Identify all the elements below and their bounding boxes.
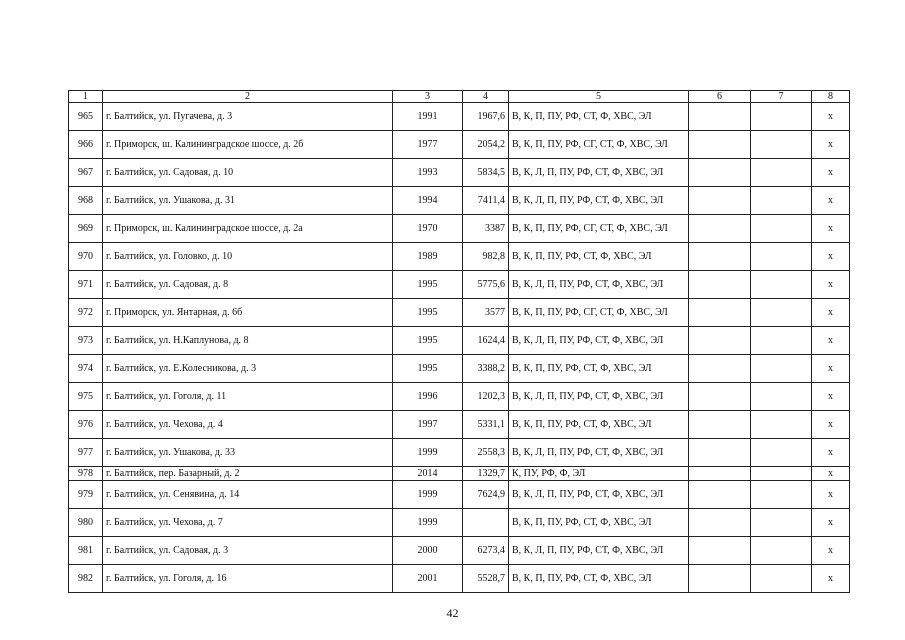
column-8-cell: х	[812, 565, 850, 593]
area-cell: 5331,1	[463, 411, 509, 439]
column-header: 3	[393, 91, 463, 103]
column-8-cell: х	[812, 187, 850, 215]
row-number-cell: 966	[69, 131, 103, 159]
column-8-cell: х	[812, 439, 850, 467]
table-row	[69, 481, 850, 509]
table-row	[69, 383, 850, 411]
row-number-cell: 965	[69, 103, 103, 131]
elements-cell: В, К, П, ПУ, РФ, СТ, Ф, ХВС, ЭЛ	[509, 243, 689, 271]
column-7-cell	[751, 509, 812, 537]
year-cell: 1999	[393, 439, 463, 467]
column-header: 4	[463, 91, 509, 103]
column-6-cell	[689, 411, 751, 439]
column-header: 8	[812, 91, 850, 103]
column-7-cell	[751, 271, 812, 299]
address-cell: г. Балтийск, ул. Н.Каплунова, д. 8	[103, 327, 393, 355]
row-number-cell: 981	[69, 537, 103, 565]
column-7-cell	[751, 481, 812, 509]
address-cell: г. Приморск, ш. Калининградское шоссе, д. 2а	[103, 215, 393, 243]
column-6-cell	[689, 103, 751, 131]
table-row	[69, 271, 850, 299]
area-cell: 7624,9	[463, 481, 509, 509]
column-8-cell: х	[812, 355, 850, 383]
column-7-cell	[751, 439, 812, 467]
column-8-cell: х	[812, 243, 850, 271]
column-6-cell	[689, 131, 751, 159]
year-cell: 1991	[393, 103, 463, 131]
column-6-cell	[689, 537, 751, 565]
table-row	[69, 131, 850, 159]
elements-cell: В, К, Л, П, ПУ, РФ, СТ, Ф, ХВС, ЭЛ	[509, 481, 689, 509]
address-cell: г. Балтийск, ул. Головко, д. 10	[103, 243, 393, 271]
area-cell: 3387	[463, 215, 509, 243]
elements-cell: В, К, П, ПУ, РФ, СТ, Ф, ХВС, ЭЛ	[509, 565, 689, 593]
year-cell: 1997	[393, 411, 463, 439]
column-6-cell	[689, 439, 751, 467]
column-7-cell	[751, 383, 812, 411]
column-7-cell	[751, 411, 812, 439]
column-6-cell	[689, 565, 751, 593]
column-8-cell: х	[812, 131, 850, 159]
column-7-cell	[751, 131, 812, 159]
elements-cell: В, К, П, ПУ, РФ, СТ, Ф, ХВС, ЭЛ	[509, 411, 689, 439]
row-number-cell: 972	[69, 299, 103, 327]
area-cell: 7411,4	[463, 187, 509, 215]
header-row	[69, 91, 850, 103]
column-6-cell	[689, 243, 751, 271]
row-number-cell: 980	[69, 509, 103, 537]
table-row	[69, 411, 850, 439]
area-cell: 1624,4	[463, 327, 509, 355]
area-cell: 2054,2	[463, 131, 509, 159]
row-number-cell: 970	[69, 243, 103, 271]
column-6-cell	[689, 327, 751, 355]
column-8-cell: х	[812, 215, 850, 243]
column-6-cell	[689, 481, 751, 509]
year-cell: 2000	[393, 537, 463, 565]
column-7-cell	[751, 537, 812, 565]
table-row	[69, 187, 850, 215]
address-cell: г. Балтийск, ул. Гоголя, д. 16	[103, 565, 393, 593]
year-cell: 1995	[393, 299, 463, 327]
table-body	[69, 103, 850, 593]
column-8-cell: х	[812, 327, 850, 355]
address-cell: г. Балтийск, ул. Сенявина, д. 14	[103, 481, 393, 509]
area-cell: 982,8	[463, 243, 509, 271]
year-cell: 1995	[393, 327, 463, 355]
column-header: 2	[103, 91, 393, 103]
column-7-cell	[751, 467, 812, 481]
column-7-cell	[751, 187, 812, 215]
table-row	[69, 509, 850, 537]
column-7-cell	[751, 159, 812, 187]
year-cell: 1999	[393, 481, 463, 509]
table-row	[69, 243, 850, 271]
column-8-cell: х	[812, 467, 850, 481]
year-cell: 1995	[393, 355, 463, 383]
area-cell: 1967,6	[463, 103, 509, 131]
row-number-cell: 968	[69, 187, 103, 215]
column-7-cell	[751, 215, 812, 243]
row-number-cell: 975	[69, 383, 103, 411]
column-7-cell	[751, 355, 812, 383]
elements-cell: В, К, П, ПУ, РФ, СТ, Ф, ХВС, ЭЛ	[509, 355, 689, 383]
elements-cell: В, К, П, ПУ, РФ, СГ, СТ, Ф, ХВС, ЭЛ	[509, 215, 689, 243]
address-cell: г. Балтийск, ул. Гоголя, д. 11	[103, 383, 393, 411]
elements-cell: В, К, П, ПУ, РФ, СТ, Ф, ХВС, ЭЛ	[509, 103, 689, 131]
elements-cell: В, К, Л, П, ПУ, РФ, СТ, Ф, ХВС, ЭЛ	[509, 383, 689, 411]
column-8-cell: х	[812, 383, 850, 411]
column-7-cell	[751, 243, 812, 271]
elements-cell: В, К, Л, П, ПУ, РФ, СТ, Ф, ХВС, ЭЛ	[509, 327, 689, 355]
table-row	[69, 467, 850, 481]
column-6-cell	[689, 215, 751, 243]
page-number: 42	[446, 606, 459, 620]
address-cell: г. Балтийск, ул. Ушакова, д. 33	[103, 439, 393, 467]
column-7-cell	[751, 103, 812, 131]
row-number-cell: 973	[69, 327, 103, 355]
column-6-cell	[689, 159, 751, 187]
area-cell: 1329,7	[463, 467, 509, 481]
address-cell: г. Балтийск, ул. Ушакова, д. 31	[103, 187, 393, 215]
row-number-cell: 978	[69, 467, 103, 481]
year-cell: 1995	[393, 271, 463, 299]
area-cell: 3577	[463, 299, 509, 327]
table-row	[69, 215, 850, 243]
column-header: 5	[509, 91, 689, 103]
housing-registry-table	[68, 90, 850, 593]
year-cell: 2001	[393, 565, 463, 593]
elements-cell: В, К, П, ПУ, РФ, СТ, Ф, ХВС, ЭЛ	[509, 509, 689, 537]
column-8-cell: х	[812, 103, 850, 131]
year-cell: 2014	[393, 467, 463, 481]
row-number-cell: 969	[69, 215, 103, 243]
column-6-cell	[689, 355, 751, 383]
row-number-cell: 977	[69, 439, 103, 467]
column-6-cell	[689, 187, 751, 215]
column-header: 6	[689, 91, 751, 103]
table-row	[69, 327, 850, 355]
column-7-cell	[751, 327, 812, 355]
year-cell: 1999	[393, 509, 463, 537]
column-6-cell	[689, 383, 751, 411]
column-8-cell: х	[812, 481, 850, 509]
address-cell: г. Приморск, ул. Янтарная, д. 6б	[103, 299, 393, 327]
column-8-cell: х	[812, 159, 850, 187]
table-row	[69, 299, 850, 327]
address-cell: г. Балтийск, ул. Садовая, д. 3	[103, 537, 393, 565]
column-header: 1	[69, 91, 103, 103]
column-7-cell	[751, 565, 812, 593]
row-number-cell: 967	[69, 159, 103, 187]
elements-cell: В, К, Л, П, ПУ, РФ, СТ, Ф, ХВС, ЭЛ	[509, 439, 689, 467]
year-cell: 1970	[393, 215, 463, 243]
column-7-cell	[751, 299, 812, 327]
area-cell: 2558,3	[463, 439, 509, 467]
year-cell: 1994	[393, 187, 463, 215]
row-number-cell: 974	[69, 355, 103, 383]
area-cell: 1202,3	[463, 383, 509, 411]
year-cell: 1996	[393, 383, 463, 411]
year-cell: 1977	[393, 131, 463, 159]
column-6-cell	[689, 299, 751, 327]
area-cell: 6273,4	[463, 537, 509, 565]
address-cell: г. Балтийск, ул. Пугачева, д. 3	[103, 103, 393, 131]
table-row	[69, 159, 850, 187]
year-cell: 1993	[393, 159, 463, 187]
column-6-cell	[689, 509, 751, 537]
table-row	[69, 355, 850, 383]
column-8-cell: х	[812, 271, 850, 299]
elements-cell: В, К, П, ПУ, РФ, СГ, СТ, Ф, ХВС, ЭЛ	[509, 299, 689, 327]
row-number-cell: 979	[69, 481, 103, 509]
area-cell: 5775,6	[463, 271, 509, 299]
address-cell: г. Балтийск, ул. Садовая, д. 8	[103, 271, 393, 299]
address-cell: г. Балтийск, ул. Садовая, д. 10	[103, 159, 393, 187]
row-number-cell: 982	[69, 565, 103, 593]
elements-cell: В, К, Л, П, ПУ, РФ, СТ, Ф, ХВС, ЭЛ	[509, 271, 689, 299]
column-8-cell: х	[812, 537, 850, 565]
column-8-cell: х	[812, 411, 850, 439]
area-cell	[463, 509, 509, 537]
column-8-cell: х	[812, 509, 850, 537]
elements-cell: К, ПУ, РФ, Ф, ЭЛ	[509, 467, 689, 481]
area-cell: 5834,5	[463, 159, 509, 187]
table-row	[69, 565, 850, 593]
row-number-cell: 976	[69, 411, 103, 439]
address-cell: г. Балтийск, ул. Е.Колесникова, д. 3	[103, 355, 393, 383]
column-header: 7	[751, 91, 812, 103]
address-cell: г. Балтийск, ул. Чехова, д. 7	[103, 509, 393, 537]
year-cell: 1989	[393, 243, 463, 271]
column-6-cell	[689, 467, 751, 481]
table-row	[69, 103, 850, 131]
column-6-cell	[689, 271, 751, 299]
address-cell: г. Балтийск, пер. Базарный, д. 2	[103, 467, 393, 481]
table-row	[69, 537, 850, 565]
elements-cell: В, К, Л, П, ПУ, РФ, СТ, Ф, ХВС, ЭЛ	[509, 537, 689, 565]
area-cell: 3388,2	[463, 355, 509, 383]
table-row	[69, 439, 850, 467]
elements-cell: В, К, П, ПУ, РФ, СГ, СТ, Ф, ХВС, ЭЛ	[509, 131, 689, 159]
address-cell: г. Балтийск, ул. Чехова, д. 4	[103, 411, 393, 439]
column-8-cell: х	[812, 299, 850, 327]
row-number-cell: 971	[69, 271, 103, 299]
elements-cell: В, К, Л, П, ПУ, РФ, СТ, Ф, ХВС, ЭЛ	[509, 187, 689, 215]
area-cell: 5528,7	[463, 565, 509, 593]
elements-cell: В, К, Л, П, ПУ, РФ, СТ, Ф, ХВС, ЭЛ	[509, 159, 689, 187]
address-cell: г. Приморск, ш. Калининградское шоссе, д. 2б	[103, 131, 393, 159]
